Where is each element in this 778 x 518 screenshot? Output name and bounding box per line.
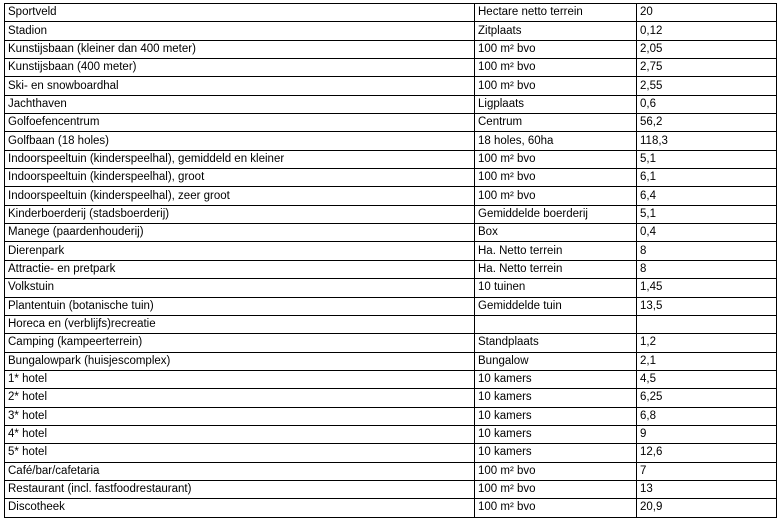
unit-cell: 100 m² bvo — [475, 77, 637, 95]
unit-cell: Hectare netto terrein — [475, 4, 637, 22]
value-cell: 9 — [637, 425, 777, 443]
table-row — [5, 334, 777, 352]
value-cell: 0,12 — [637, 22, 777, 40]
table-row — [5, 59, 777, 77]
unit-cell: Gemiddelde boerderij — [475, 205, 637, 223]
function-cell: Camping (kampeerterrein) — [5, 334, 475, 352]
unit-cell: 10 kamers — [475, 389, 637, 407]
function-cell: Indoorspeeltuin (kinderspeelhal), zeer groot — [5, 187, 475, 205]
parking-norms-table — [4, 3, 777, 518]
value-cell: 20 — [637, 4, 777, 22]
value-cell: 1,45 — [637, 279, 777, 297]
unit-cell: 100 m² bvo — [475, 150, 637, 168]
table-row — [5, 315, 777, 333]
unit-cell: 100 m² bvo — [475, 480, 637, 498]
unit-cell: Centrum — [475, 114, 637, 132]
function-cell: Golfbaan (18 holes) — [5, 132, 475, 150]
value-cell: 56,2 — [637, 114, 777, 132]
table-body — [5, 4, 777, 518]
table-row — [5, 499, 777, 517]
table-row — [5, 480, 777, 498]
function-cell: Plantentuin (botanische tuin) — [5, 297, 475, 315]
table-row — [5, 132, 777, 150]
unit-cell: 100 m² bvo — [475, 40, 637, 58]
function-cell: 2* hotel — [5, 389, 475, 407]
value-cell: 6,8 — [637, 407, 777, 425]
function-cell: Restaurant (incl. fastfoodrestaurant) — [5, 480, 475, 498]
unit-cell: 100 m² bvo — [475, 499, 637, 517]
table-row — [5, 279, 777, 297]
function-cell: Café/bar/cafetaria — [5, 462, 475, 480]
unit-cell: Ha. Netto terrein — [475, 242, 637, 260]
unit-cell: 100 m² bvo — [475, 169, 637, 187]
table-row — [5, 444, 777, 462]
value-cell: 118,3 — [637, 132, 777, 150]
function-cell: Horeca en (verblijfs)recreatie — [5, 315, 475, 333]
table-row — [5, 425, 777, 443]
unit-cell: 10 kamers — [475, 370, 637, 388]
value-cell: 1,2 — [637, 334, 777, 352]
value-cell — [637, 315, 777, 333]
value-cell: 2,75 — [637, 59, 777, 77]
unit-cell — [475, 315, 637, 333]
value-cell: 2,1 — [637, 352, 777, 370]
value-cell: 0,4 — [637, 224, 777, 242]
function-cell: Sportveld — [5, 4, 475, 22]
value-cell: 13,5 — [637, 297, 777, 315]
function-cell: Manege (paardenhouderij) — [5, 224, 475, 242]
value-cell: 12,6 — [637, 444, 777, 462]
value-cell: 5,1 — [637, 150, 777, 168]
function-cell: 5* hotel — [5, 444, 475, 462]
function-cell: Kunstijsbaan (kleiner dan 400 meter) — [5, 40, 475, 58]
table-row — [5, 114, 777, 132]
function-cell: 3* hotel — [5, 407, 475, 425]
table-row — [5, 370, 777, 388]
function-cell: 1* hotel — [5, 370, 475, 388]
function-cell: Attractie- en pretpark — [5, 260, 475, 278]
table-row — [5, 389, 777, 407]
unit-cell: 10 tuinen — [475, 279, 637, 297]
function-cell: Dierenpark — [5, 242, 475, 260]
unit-cell: 100 m² bvo — [475, 187, 637, 205]
function-cell: Volkstuin — [5, 279, 475, 297]
unit-cell: Ligplaats — [475, 95, 637, 113]
unit-cell: Standplaats — [475, 334, 637, 352]
table-row — [5, 4, 777, 22]
function-cell: Indoorspeeltuin (kinderspeelhal), gemiddeld en kleiner — [5, 150, 475, 168]
value-cell: 4,5 — [637, 370, 777, 388]
function-cell: Bungalowpark (huisjescomplex) — [5, 352, 475, 370]
table-row — [5, 407, 777, 425]
table-row — [5, 77, 777, 95]
table-row — [5, 260, 777, 278]
value-cell: 20,9 — [637, 499, 777, 517]
table-row — [5, 297, 777, 315]
table-row — [5, 205, 777, 223]
table-row — [5, 224, 777, 242]
value-cell: 0,6 — [637, 95, 777, 113]
value-cell: 13 — [637, 480, 777, 498]
unit-cell: 10 kamers — [475, 444, 637, 462]
function-cell: Stadion — [5, 22, 475, 40]
unit-cell: 10 kamers — [475, 407, 637, 425]
value-cell: 6,25 — [637, 389, 777, 407]
value-cell: 5,1 — [637, 205, 777, 223]
value-cell: 6,4 — [637, 187, 777, 205]
table-row — [5, 242, 777, 260]
table-row — [5, 169, 777, 187]
value-cell: 8 — [637, 242, 777, 260]
function-cell: Indoorspeeltuin (kinderspeelhal), groot — [5, 169, 475, 187]
function-cell: Kunstijsbaan (400 meter) — [5, 59, 475, 77]
table-row — [5, 22, 777, 40]
table-row — [5, 40, 777, 58]
unit-cell: 100 m² bvo — [475, 462, 637, 480]
value-cell: 2,05 — [637, 40, 777, 58]
function-cell: Discotheek — [5, 499, 475, 517]
unit-cell: Box — [475, 224, 637, 242]
table-row — [5, 462, 777, 480]
function-cell: Golfoefencentrum — [5, 114, 475, 132]
value-cell: 2,55 — [637, 77, 777, 95]
function-cell: Jachthaven — [5, 95, 475, 113]
unit-cell: 18 holes, 60ha — [475, 132, 637, 150]
unit-cell: Zitplaats — [475, 22, 637, 40]
unit-cell: 10 kamers — [475, 425, 637, 443]
function-cell: Kinderboerderij (stadsboerderij) — [5, 205, 475, 223]
unit-cell: Ha. Netto terrein — [475, 260, 637, 278]
function-cell: Ski- en snowboardhal — [5, 77, 475, 95]
table-row — [5, 95, 777, 113]
unit-cell: Gemiddelde tuin — [475, 297, 637, 315]
table-row — [5, 187, 777, 205]
unit-cell: Bungalow — [475, 352, 637, 370]
unit-cell: 100 m² bvo — [475, 59, 637, 77]
function-cell: 4* hotel — [5, 425, 475, 443]
value-cell: 8 — [637, 260, 777, 278]
value-cell: 6,1 — [637, 169, 777, 187]
value-cell: 7 — [637, 462, 777, 480]
table-row — [5, 150, 777, 168]
table-row — [5, 352, 777, 370]
